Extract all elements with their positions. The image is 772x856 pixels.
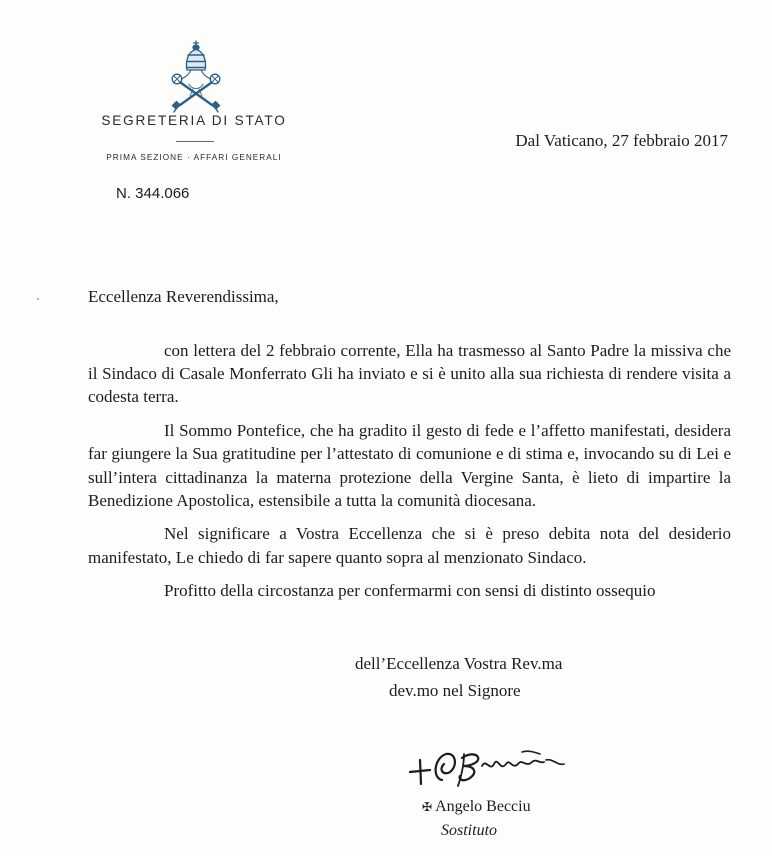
signer-title: Sostituto — [441, 822, 498, 839]
letter-body — [88, 339, 731, 613]
body-paragraph: Nel significare a Vostra Eccellenza che si è preso debita nota del desiderio manifestato, Le chiedo di far sapere quanto sopra al menzionato Sindaco. — [88, 524, 731, 567]
cross-symbol: ✠ — [422, 800, 433, 814]
handwritten-signature-icon — [404, 738, 570, 788]
letterhead-divider — [176, 141, 214, 142]
body-paragraph: Il Sommo Pontefice, che ha gradito il gesto di fede e l’affetto manifestati, desidera far giungere la Sua gratitudine per l’attestato di comunione e di stima e, invocando su di Lei e sull’intera cittadinanza la materna protezione della Vergine Santa, è lieto di impartire la Benedizione Apostolica, estensibile a tutta la comunità diocesana. — [88, 421, 731, 510]
papal-crossed-keys-icon — [160, 38, 232, 114]
office-title: SEGRETERIA DI STATO — [101, 113, 287, 128]
closing-line-1: dell’Eccellenza Vostra Rev.ma — [355, 654, 563, 673]
paper-speck — [37, 298, 39, 300]
body-paragraph: Profitto della circostanza per confermarmi con sensi di distinto ossequio — [164, 581, 656, 601]
dateline: Dal Vaticano, 27 febbraio 2017 — [515, 131, 728, 150]
signer-name-text: Angelo Becciu — [435, 798, 531, 815]
body-paragraph: con lettera del 2 febbraio corrente, Ella ha trasmesso al Santo Padre la missiva che il Sindaco di Casale Monferrato Gli ha inviato e si è unito alla sua richiesta di rendere visita a codesta terra. — [88, 341, 731, 407]
salutation: Eccellenza Reverendissima, — [88, 287, 279, 306]
office-section: PRIMA SEZIONE · AFFARI GENERALI — [106, 153, 282, 162]
signer-name — [422, 798, 531, 816]
closing-line-2: dev.mo nel Signore — [389, 681, 521, 700]
protocol-number: N. 344.066 — [116, 185, 190, 202]
